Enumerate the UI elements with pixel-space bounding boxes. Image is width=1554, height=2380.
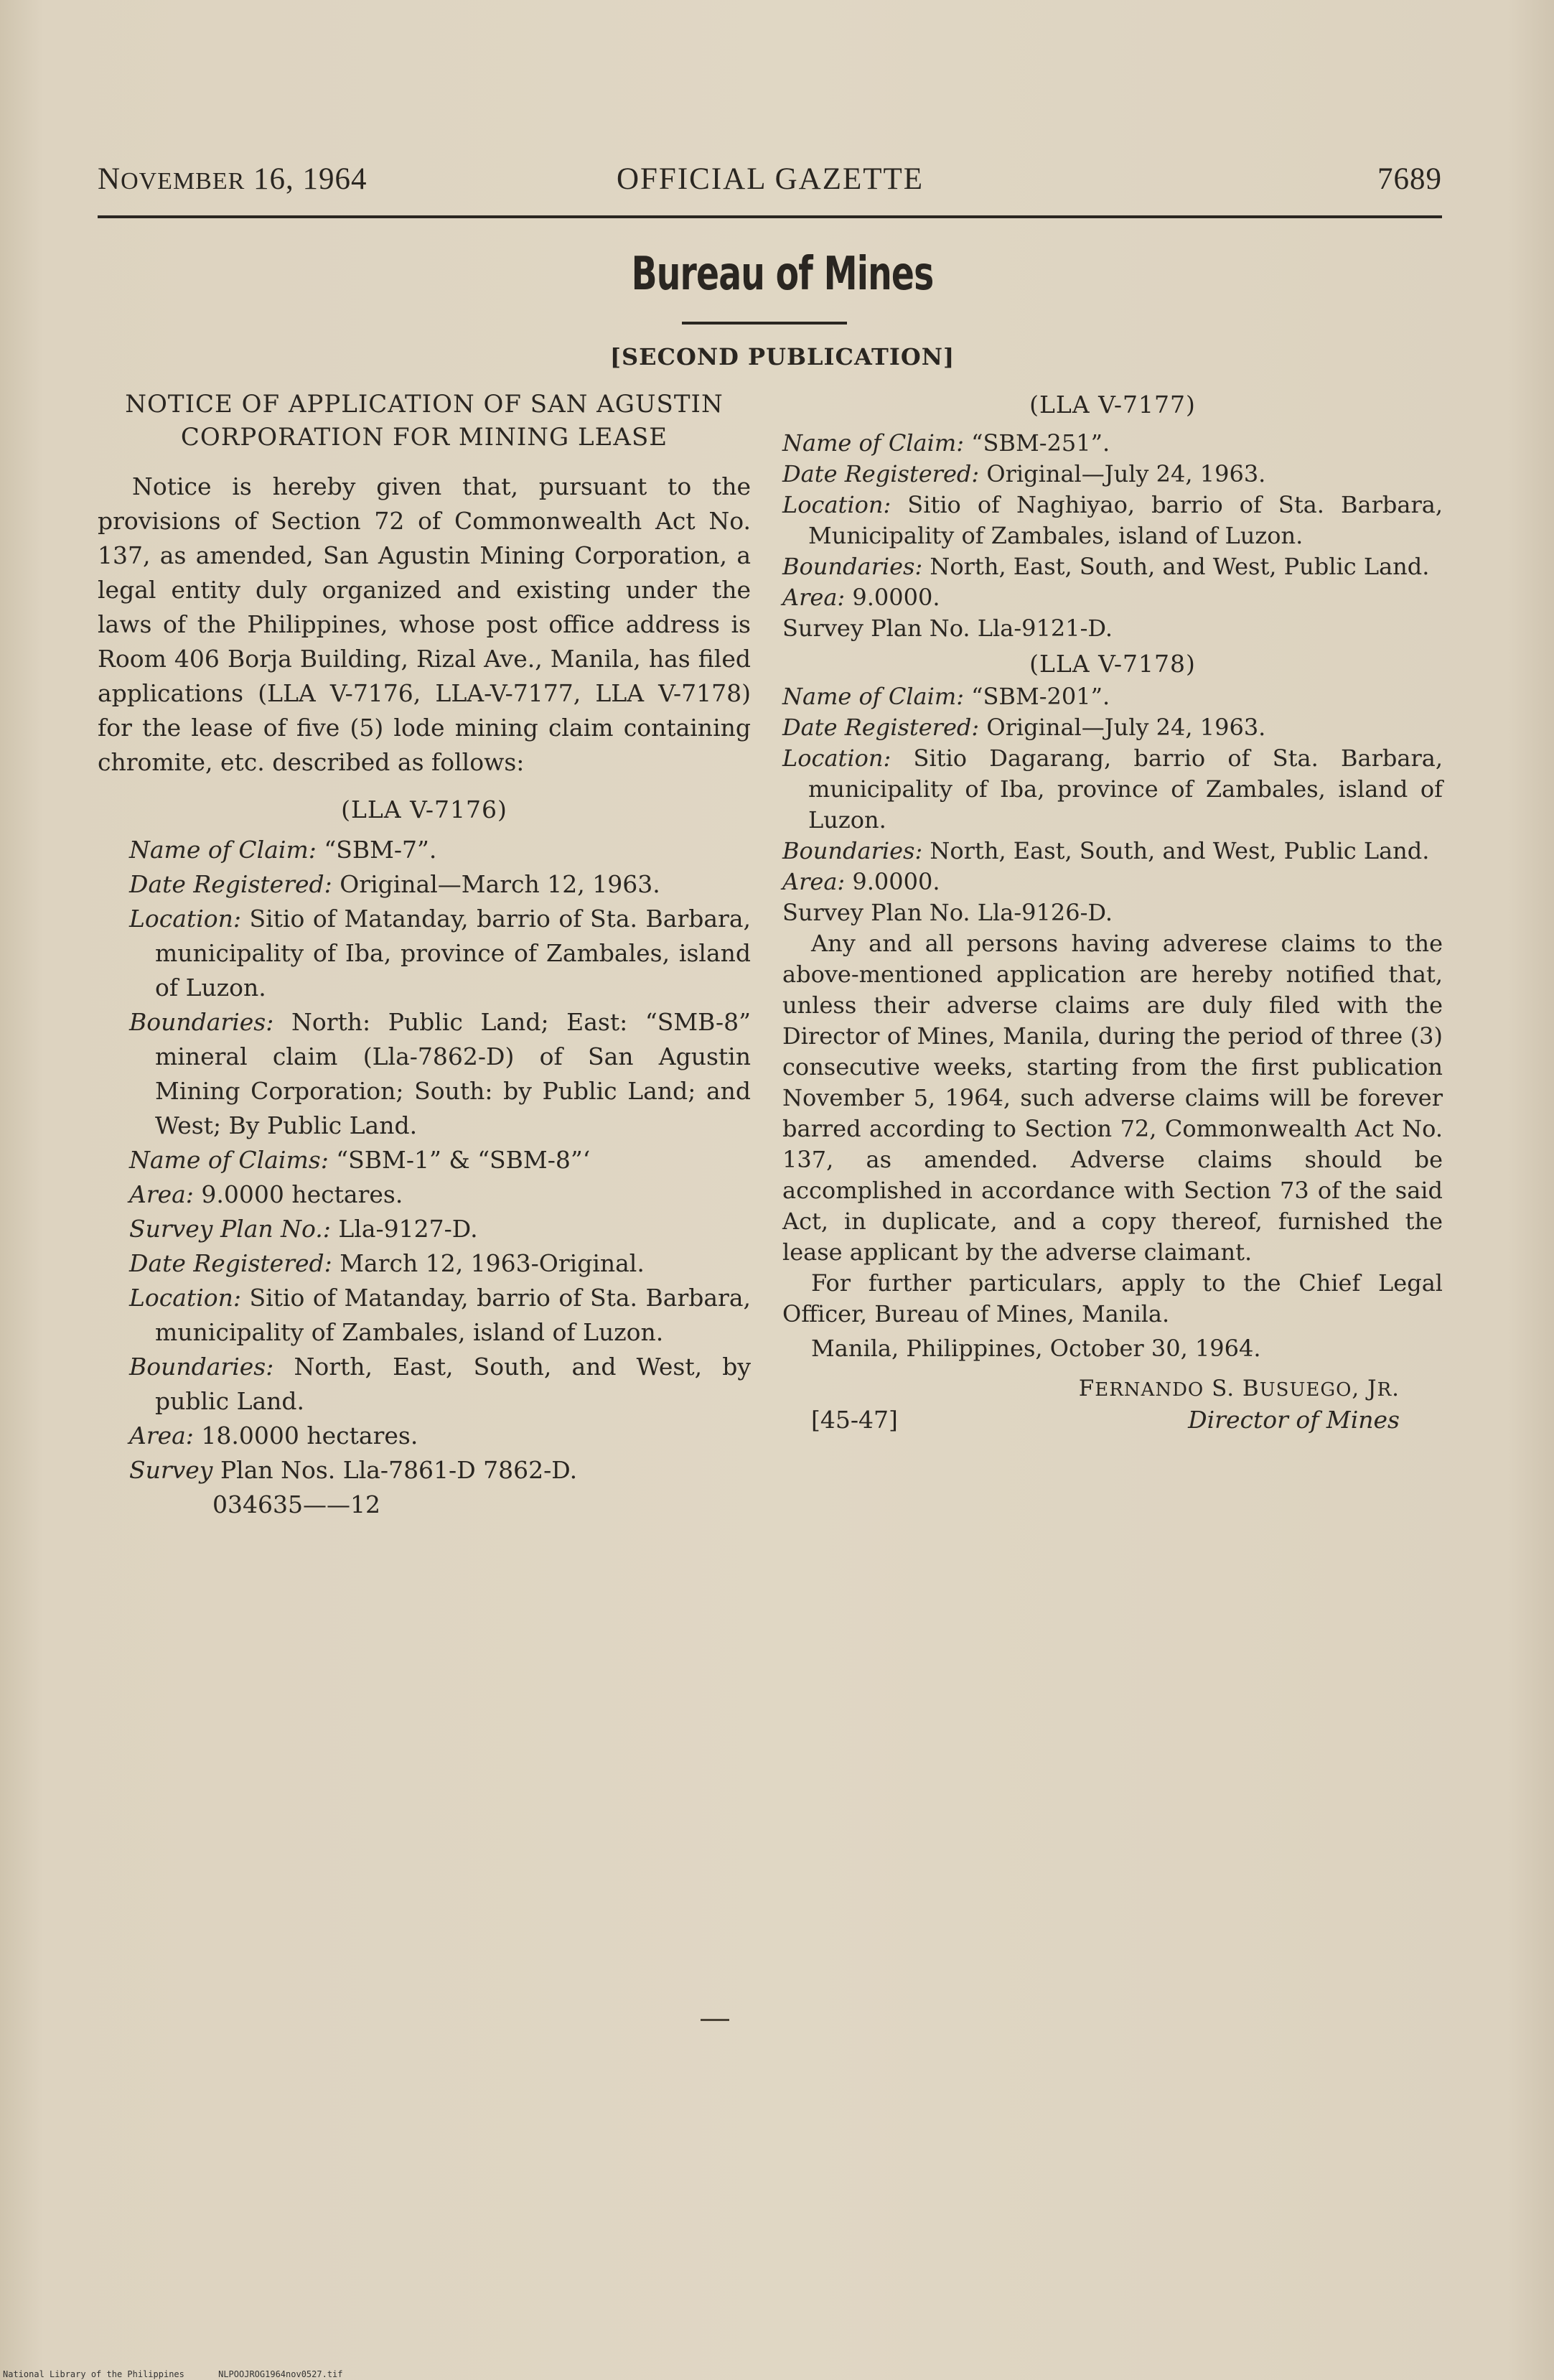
entry-value: “SBM-251”. xyxy=(963,429,1110,457)
entry-value: Plan Nos. Lla-7861-D 7862-D. xyxy=(212,1456,578,1484)
entry-label: Boundaries: xyxy=(129,1008,274,1036)
claim-entry xyxy=(782,613,1443,644)
entry-label: Boundaries: xyxy=(782,837,923,864)
claim-entry xyxy=(98,1177,751,1212)
entry-value: 9.0000. xyxy=(845,584,940,611)
claim-entry xyxy=(98,902,751,1005)
footer-file: NLPOOJROG1964nov0527.tif xyxy=(218,2369,343,2379)
place-date: Manila, Philippines, October 30, 1964. xyxy=(811,1335,1261,1362)
claim-heading-7178: (LLA V-7178) xyxy=(1029,650,1196,678)
entry-value: Original—March 12, 1963. xyxy=(332,870,660,898)
claim-entries xyxy=(98,833,751,1488)
claim-entries-7177 xyxy=(782,428,1443,644)
title-rule xyxy=(682,322,847,325)
entry-label: Survey xyxy=(129,1456,213,1484)
claim-entry xyxy=(782,490,1443,551)
entry-value: Sitio of Naghiyao, barrio of Sta. Barbara, Municipality of Zambales, island of Luzon. xyxy=(808,491,1443,549)
header-page-number: 7689 xyxy=(1377,162,1442,196)
entry-label: Area: xyxy=(782,584,846,611)
entry-label: Area: xyxy=(129,1422,194,1450)
claim-entries-7178 xyxy=(782,681,1443,928)
claim-entry xyxy=(782,428,1443,459)
left-column xyxy=(98,388,751,1522)
claim-entry xyxy=(782,867,1443,897)
entry-value: Lla-9127-D. xyxy=(330,1215,478,1243)
claim-entry xyxy=(782,681,1443,712)
serial-number: 034635——12 xyxy=(212,1490,380,1518)
right-column xyxy=(782,388,1443,1437)
entry-value: Original—July 24, 1963. xyxy=(979,460,1266,487)
claim-entry xyxy=(98,1281,751,1350)
claim-entry xyxy=(782,712,1443,743)
claim-entry xyxy=(98,867,751,902)
entry-label: Date Registered: xyxy=(782,460,980,487)
adverse-claims-paragraph: Any and all persons having adverese claims to the above-mentioned application are hereby notified that, unless their adverse claims are duly filed with the Director of Mines, Manila, during the period of three (3) consecutive weeks, starting from the first publication November 5, 1964, such adverse claims will be forever barred according to Section 72, Commonwealth Act No. 137, as amended. Adverse claims should be accomplished in accordance with Section 73 of the said Act, in duplicate, and a copy thereof, furnished the lease applicant by the adverse claimant. xyxy=(782,930,1443,1266)
further-particulars-paragraph: For further particulars, apply to the Chief Legal Officer, Bureau of Mines, Manila. xyxy=(782,1269,1443,1327)
claim-entry xyxy=(98,1453,751,1488)
entry-label: Date Registered: xyxy=(129,870,332,898)
page-dash-mark xyxy=(701,2019,729,2021)
entry-label: Location: xyxy=(782,745,891,772)
entry-value: “SBM-7”. xyxy=(316,836,437,864)
claim-heading: (LLA V-7176) xyxy=(341,795,507,823)
entry-value: North: Public Land; East: “SMB-8” mineral claim (Lla-7862-D) of San Agustin Mining Corporation; South: by Public Land; and West; By Public Land. xyxy=(155,1008,751,1139)
header-date: NOVEMBER 16, 1964 xyxy=(98,162,368,196)
entry-label: Location: xyxy=(782,491,891,518)
publication-notice: [SECOND PUBLICATION] xyxy=(609,343,955,370)
entry-value: 9.0000 hectares. xyxy=(193,1180,403,1208)
intro-paragraph: Notice is hereby given that, pursuant to the provisions of Section 72 of Commonwealth Act No. 137, as amended, San Agustin Mining Corporation, a legal entity duly organized and existing under the laws of the Philippines, whose post office address is Room 406 Borja Building, Rizal Ave., Manila, has filed applications (LLA V-7176, LLA-V-7177, LLA V-7178) for the lease of five (5) lode mining claim containing chromite, etc. described as follows: xyxy=(98,472,751,776)
entry-label: Location: xyxy=(129,905,241,933)
claim-entry xyxy=(98,1419,751,1453)
entry-value: 18.0000 hectares. xyxy=(193,1422,418,1450)
entry-value: North, East, South, and West, Public Land. xyxy=(922,837,1430,864)
publication-reference: [45-47] xyxy=(811,1406,898,1434)
claim-entry xyxy=(98,833,751,867)
entry-label: Name of Claims: xyxy=(129,1146,329,1174)
entry-label: Boundaries: xyxy=(782,553,923,580)
section-title: Bureau of Mines xyxy=(631,248,934,301)
entry-label: Location: xyxy=(129,1284,241,1312)
entry-value: Original—July 24, 1963. xyxy=(979,714,1266,741)
claim-entry xyxy=(782,551,1443,582)
entry-value: North, East, South, and West, Public Land. xyxy=(922,553,1430,580)
signatory-title: Director of Mines xyxy=(1188,1406,1400,1434)
entry-value: Sitio of Matanday, barrio of Sta. Barbara, municipality of Iba, province of Zambales, island of Luzon. xyxy=(155,905,751,1002)
signatory-name: FERNANDO S. BUSUEGO, JR. xyxy=(1078,1376,1400,1401)
entry-value: Survey Plan No. Lla-9126-D. xyxy=(782,899,1113,926)
entry-label: Name of Claim: xyxy=(782,429,964,457)
entry-value: “SBM-201”. xyxy=(963,683,1110,710)
entry-label: Area: xyxy=(129,1180,194,1208)
page-header xyxy=(98,162,1442,205)
header-rule xyxy=(98,215,1442,218)
entry-label: Name of Claim: xyxy=(782,683,964,710)
scan-footer xyxy=(3,2369,372,2379)
entry-value: March 12, 1963-Original. xyxy=(332,1249,645,1277)
claim-entry xyxy=(98,1143,751,1177)
entry-value: “SBM-1” & “SBM-8”‘ xyxy=(328,1146,591,1174)
claim-entry xyxy=(782,836,1443,867)
claim-entry xyxy=(98,1005,751,1143)
entry-label: Boundaries: xyxy=(129,1353,274,1381)
claim-entry xyxy=(782,459,1443,490)
claim-entry xyxy=(98,1350,751,1419)
entry-value: 9.0000. xyxy=(845,868,940,895)
entry-label: Name of Claim: xyxy=(129,836,317,864)
entry-label: Date Registered: xyxy=(782,714,980,741)
entry-label: Date Registered: xyxy=(129,1249,332,1277)
entry-value: Sitio of Matanday, barrio of Sta. Barbara, municipality of Zambales, island of Luzon. xyxy=(155,1284,751,1346)
footer-library: National Library of the Philippines xyxy=(3,2369,184,2379)
entry-value: Survey Plan No. Lla-9121-D. xyxy=(782,615,1113,642)
claim-entry xyxy=(782,897,1443,928)
claim-entry xyxy=(98,1246,751,1281)
claim-heading-7177: (LLA V-7177) xyxy=(1029,391,1196,419)
claim-entry xyxy=(782,582,1443,613)
notice-title: NOTICE OF APPLICATION OF SAN AGUSTIN CORPORATION FOR MINING LEASE xyxy=(125,390,724,452)
entry-label: Area: xyxy=(782,868,846,895)
entry-value: North, East, South, and West, by public Land. xyxy=(155,1353,751,1415)
entry-label: Survey Plan No.: xyxy=(129,1215,331,1243)
claim-entry xyxy=(782,743,1443,836)
header-publication-title: OFFICIAL GAZETTE xyxy=(616,162,925,196)
claim-entry xyxy=(98,1212,751,1246)
signature-block xyxy=(782,1371,1443,1437)
entry-value: Sitio Dagarang, barrio of Sta. Barbara, municipality of Iba, province of Zambales, island of Luzon. xyxy=(808,745,1443,834)
